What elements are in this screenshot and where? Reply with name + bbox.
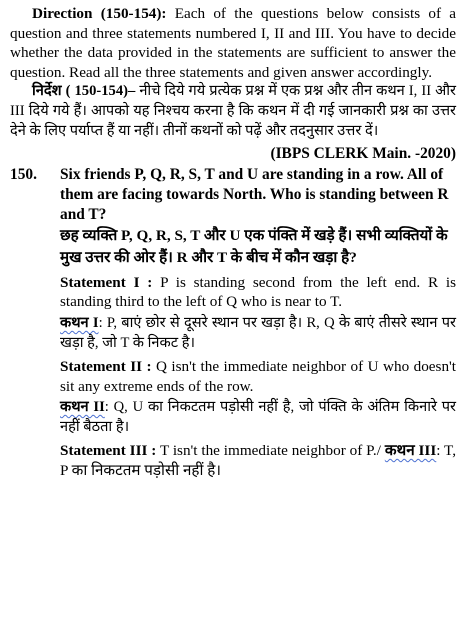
question-block xyxy=(10,165,456,481)
statement-3-english xyxy=(60,441,456,480)
question-number: 150. xyxy=(10,165,37,183)
statement-1-hindi-label: कथन I xyxy=(60,314,99,331)
source-reference: (IBPS CLERK Main. -2020) xyxy=(270,144,456,162)
statement-1-hindi-text: : P, बाएं छोर से दूसरे स्थान पर खड़ा है। R, Q के बाएं तीसरे स्थान पर खड़ा है, जो T के निकट है। xyxy=(60,314,456,351)
question-body xyxy=(60,165,456,481)
statement-1-hindi xyxy=(60,313,456,353)
statement-1-label: Statement I : xyxy=(60,273,153,291)
statement-3-hindi-label: कथन III xyxy=(384,442,437,460)
question-english: Six friends P, Q, R, S, T and U are standing in a row. All of them are facing towards North. Who is standing between R and T? xyxy=(60,165,449,223)
statement-3-hindi-text: : T, P का निकटतम पड़ोसी नहीं है। xyxy=(60,442,456,479)
question-hindi: छह व्यक्ति P, Q, R, S, T और U एक पंक्ति में खड़े हैं। सभी व्यक्तियों के मुख उत्तर की ओर हैं। R और T के बीच में कौन खड़ा है? xyxy=(60,226,448,266)
statement-2-hindi-text: : Q, U का निकटतम पड़ोसी नहीं है, जो पंक्ति के अंतिम किनारे पर नहीं बैठता है। xyxy=(60,399,456,436)
direction-text: Each of the questions below consists of a question and three statements numbered I, II and III. You have to decide whether the data provided in the statements are sufficient to answer the question. Read all the three statements and given answer accordingly. xyxy=(10,5,456,81)
statement-1-text: P is standing second from the left end. R is standing third to the left of Q who is near to T. xyxy=(60,273,456,311)
statement-2-text: Q isn't the immediate neighbor of U who doesn't sit any extreme ends of the row. xyxy=(60,357,456,395)
statement-1-english xyxy=(60,273,456,312)
statement-3-label: Statement III : xyxy=(60,442,157,460)
direction-paragraph xyxy=(10,4,456,82)
statement-3-text: T isn't the immediate neighbor of P./ xyxy=(156,442,385,460)
statement-2-hindi-label: कथन II xyxy=(60,399,105,416)
statement-2-hindi xyxy=(60,397,456,437)
statement-2-label: Statement II : xyxy=(60,357,152,375)
nirdesh-text: नीचे दिये गये प्रत्येक प्रश्न में एक प्रश्न और तीन कथन I, II और III दिये गये हैं। आपको यह निश्चय करना है कि कथन में दी गई जानकारी प्रश्न का उत्तर देने के लिए पर्याप्त हैं या नहीं। तीनों कथनों को पढ़ें और तदनुसार उत्तर दें। xyxy=(10,83,456,139)
statement-2-english xyxy=(60,357,456,396)
direction-label: Direction (150-154): xyxy=(32,5,167,22)
nirdesh-paragraph xyxy=(10,82,456,141)
nirdesh-label: निर्देश ( 150-154)– xyxy=(32,83,136,100)
